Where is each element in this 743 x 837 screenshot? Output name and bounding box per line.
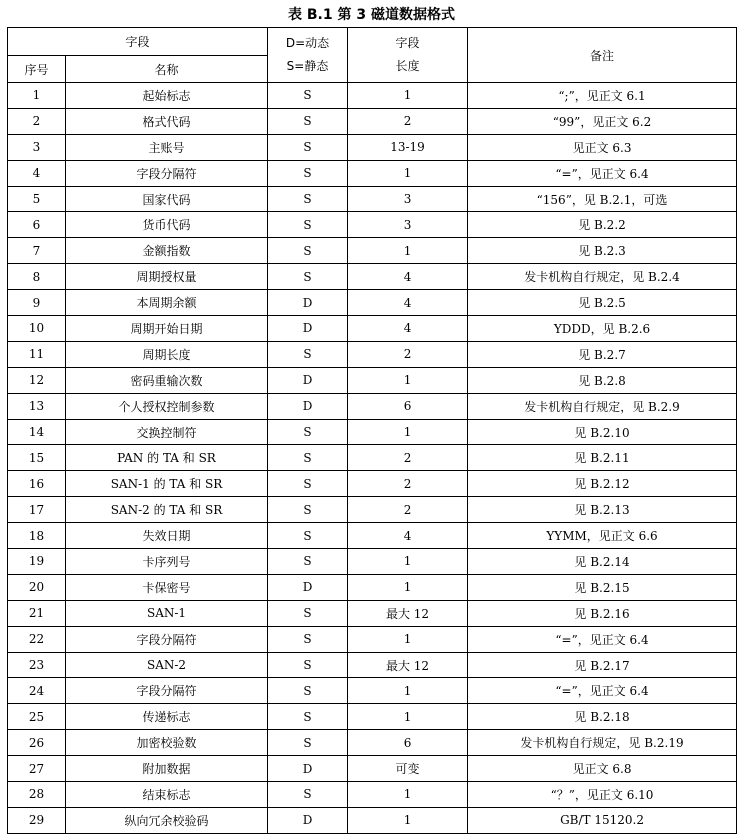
cell-name: SAN-1 的 TA 和 SR [66, 471, 268, 497]
cell-remark: 见正文 6.3 [468, 134, 737, 160]
table-row [8, 419, 737, 445]
header-length [348, 28, 468, 83]
cell-length: 1 [348, 419, 468, 445]
cell-length: 1 [348, 160, 468, 186]
table-row [8, 678, 737, 704]
header-length-line2: 长度 [395, 59, 420, 73]
cell-seq: 27 [8, 756, 66, 782]
cell-mode: S [268, 497, 348, 523]
table-row [8, 756, 737, 782]
cell-length: 2 [348, 341, 468, 367]
cell-length: 1 [348, 782, 468, 808]
cell-remark: YYMM，见正文 6.6 [468, 523, 737, 549]
table-caption: 表 B.1 第 3 磁道数据格式 [288, 7, 455, 23]
cell-name: 附加数据 [66, 756, 268, 782]
cell-length: 1 [348, 83, 468, 109]
cell-length: 3 [348, 186, 468, 212]
cell-length: 最大 12 [348, 652, 468, 678]
cell-seq: 22 [8, 626, 66, 652]
cell-mode: S [268, 652, 348, 678]
cell-seq: 11 [8, 341, 66, 367]
cell-mode: S [268, 600, 348, 626]
table-row [8, 212, 737, 238]
cell-seq: 25 [8, 704, 66, 730]
header-seq: 序号 [8, 56, 66, 83]
cell-seq: 16 [8, 471, 66, 497]
cell-length: 1 [348, 678, 468, 704]
table-row [8, 471, 737, 497]
cell-seq: 9 [8, 290, 66, 316]
cell-mode: D [268, 290, 348, 316]
cell-mode: S [268, 238, 348, 264]
cell-seq: 5 [8, 186, 66, 212]
cell-seq: 17 [8, 497, 66, 523]
cell-name: SAN-1 [66, 600, 268, 626]
cell-remark: 见 B.2.13 [468, 497, 737, 523]
cell-name: 周期授权量 [66, 264, 268, 290]
table-row [8, 186, 737, 212]
table-row [8, 730, 737, 756]
cell-mode: D [268, 316, 348, 342]
cell-remark: 见 B.2.5 [468, 290, 737, 316]
cell-seq: 3 [8, 134, 66, 160]
cell-name: 国家代码 [66, 186, 268, 212]
cell-remark: GB/T 15120.2 [468, 807, 737, 833]
cell-length: 1 [348, 807, 468, 833]
cell-name: 周期长度 [66, 341, 268, 367]
cell-length: 2 [348, 108, 468, 134]
cell-mode: D [268, 756, 348, 782]
cell-mode: S [268, 445, 348, 471]
cell-mode: S [268, 83, 348, 109]
cell-remark: “;”，见正文 6.1 [468, 83, 737, 109]
cell-remark: YDDD，见 B.2.6 [468, 316, 737, 342]
table-row [8, 316, 737, 342]
cell-name: 格式代码 [66, 108, 268, 134]
table-row [8, 497, 737, 523]
table-row [8, 704, 737, 730]
table-row [8, 108, 737, 134]
cell-length: 2 [348, 471, 468, 497]
cell-remark: 见 B.2.7 [468, 341, 737, 367]
table-row [8, 574, 737, 600]
cell-remark: “156”，见 B.2.1，可选 [468, 186, 737, 212]
cell-length: 1 [348, 238, 468, 264]
cell-length: 6 [348, 393, 468, 419]
cell-length: 4 [348, 290, 468, 316]
cell-remark: 发卡机构自行规定，见 B.2.9 [468, 393, 737, 419]
cell-seq: 26 [8, 730, 66, 756]
cell-mode: S [268, 134, 348, 160]
cell-remark: 见 B.2.8 [468, 367, 737, 393]
cell-length: 3 [348, 212, 468, 238]
cell-remark: 见 B.2.3 [468, 238, 737, 264]
cell-length: 4 [348, 316, 468, 342]
table-body [8, 83, 737, 834]
cell-mode: S [268, 523, 348, 549]
cell-seq: 1 [8, 83, 66, 109]
cell-name: 结束标志 [66, 782, 268, 808]
cell-remark: 见正文 6.8 [468, 756, 737, 782]
cell-seq: 23 [8, 652, 66, 678]
table-row [8, 652, 737, 678]
cell-mode: D [268, 393, 348, 419]
cell-mode: S [268, 264, 348, 290]
cell-seq: 8 [8, 264, 66, 290]
table-row [8, 445, 737, 471]
cell-mode: S [268, 730, 348, 756]
cell-remark: “=”，见正文 6.4 [468, 160, 737, 186]
cell-seq: 14 [8, 419, 66, 445]
cell-mode: S [268, 341, 348, 367]
table-row [8, 807, 737, 833]
cell-seq: 19 [8, 549, 66, 575]
cell-name: SAN-2 [66, 652, 268, 678]
table-row [8, 626, 737, 652]
cell-mode: S [268, 471, 348, 497]
table-row [8, 134, 737, 160]
cell-length: 1 [348, 626, 468, 652]
cell-name: 货币代码 [66, 212, 268, 238]
cell-name: 个人授权控制参数 [66, 393, 268, 419]
header-mode-dynamic: D=动态 [285, 36, 330, 50]
table-row [8, 782, 737, 808]
cell-length: 2 [348, 497, 468, 523]
cell-name: 加密校验数 [66, 730, 268, 756]
cell-length: 1 [348, 574, 468, 600]
cell-seq: 29 [8, 807, 66, 833]
cell-mode: S [268, 704, 348, 730]
cell-mode: S [268, 419, 348, 445]
cell-remark: 见 B.2.17 [468, 652, 737, 678]
cell-remark: 见 B.2.10 [468, 419, 737, 445]
cell-mode: S [268, 160, 348, 186]
header-mode-static: S=静态 [286, 59, 329, 73]
cell-seq: 20 [8, 574, 66, 600]
cell-mode: D [268, 574, 348, 600]
table-row [8, 523, 737, 549]
cell-mode: S [268, 782, 348, 808]
cell-length: 4 [348, 523, 468, 549]
table-row [8, 238, 737, 264]
cell-name: 卡保密号 [66, 574, 268, 600]
cell-name: 纵向冗余校验码 [66, 807, 268, 833]
cell-remark: “？”，见正文 6.10 [468, 782, 737, 808]
cell-length: 2 [348, 445, 468, 471]
cell-length: 可变 [348, 756, 468, 782]
cell-remark: 见 B.2.16 [468, 600, 737, 626]
cell-length: 4 [348, 264, 468, 290]
cell-remark: “=”，见正文 6.4 [468, 678, 737, 704]
cell-length: 1 [348, 367, 468, 393]
cell-name: 本周期余额 [66, 290, 268, 316]
cell-seq: 28 [8, 782, 66, 808]
cell-remark: 见 B.2.18 [468, 704, 737, 730]
cell-remark: 发卡机构自行规定，见 B.2.19 [468, 730, 737, 756]
cell-name: 字段分隔符 [66, 626, 268, 652]
table-row [8, 549, 737, 575]
cell-seq: 2 [8, 108, 66, 134]
cell-length: 最大 12 [348, 600, 468, 626]
cell-name: 交换控制符 [66, 419, 268, 445]
cell-length: 6 [348, 730, 468, 756]
table-row [8, 341, 737, 367]
cell-name: 金额指数 [66, 238, 268, 264]
cell-mode: S [268, 108, 348, 134]
cell-name: 字段分隔符 [66, 160, 268, 186]
cell-seq: 18 [8, 523, 66, 549]
header-field: 字段 [8, 28, 268, 56]
header-mode [268, 28, 348, 83]
cell-seq: 21 [8, 600, 66, 626]
cell-mode: S [268, 549, 348, 575]
cell-seq: 12 [8, 367, 66, 393]
cell-remark: 见 B.2.11 [468, 445, 737, 471]
table-row [8, 160, 737, 186]
cell-mode: S [268, 678, 348, 704]
cell-name: 卡序列号 [66, 549, 268, 575]
cell-name: PAN 的 TA 和 SR [66, 445, 268, 471]
cell-name: 密码重输次数 [66, 367, 268, 393]
cell-name: 失效日期 [66, 523, 268, 549]
table-row [8, 264, 737, 290]
cell-name: 周期开始日期 [66, 316, 268, 342]
cell-length: 1 [348, 704, 468, 730]
cell-remark: 见 B.2.2 [468, 212, 737, 238]
table-row [8, 393, 737, 419]
header-name: 名称 [66, 56, 268, 83]
table-row [8, 600, 737, 626]
cell-remark: “=”，见正文 6.4 [468, 626, 737, 652]
cell-remark: 见 B.2.14 [468, 549, 737, 575]
cell-name: 起始标志 [66, 83, 268, 109]
header-remark: 备注 [468, 28, 737, 83]
cell-seq: 4 [8, 160, 66, 186]
cell-length: 1 [348, 549, 468, 575]
cell-seq: 10 [8, 316, 66, 342]
header-length-line1: 字段 [395, 36, 420, 50]
cell-mode: S [268, 186, 348, 212]
cell-remark: 见 B.2.12 [468, 471, 737, 497]
cell-length: 13-19 [348, 134, 468, 160]
cell-mode: S [268, 626, 348, 652]
cell-mode: D [268, 367, 348, 393]
cell-remark: “99”，见正文 6.2 [468, 108, 737, 134]
cell-seq: 13 [8, 393, 66, 419]
cell-name: 字段分隔符 [66, 678, 268, 704]
cell-name: 主账号 [66, 134, 268, 160]
cell-name: 传递标志 [66, 704, 268, 730]
cell-mode: S [268, 212, 348, 238]
table-row [8, 83, 737, 109]
cell-seq: 6 [8, 212, 66, 238]
cell-seq: 7 [8, 238, 66, 264]
table-row [8, 290, 737, 316]
cell-seq: 24 [8, 678, 66, 704]
cell-remark: 发卡机构自行规定，见 B.2.4 [468, 264, 737, 290]
cell-seq: 15 [8, 445, 66, 471]
table-row [8, 367, 737, 393]
cell-remark: 见 B.2.15 [468, 574, 737, 600]
track3-format-table [7, 27, 737, 834]
cell-name: SAN-2 的 TA 和 SR [66, 497, 268, 523]
cell-mode: D [268, 807, 348, 833]
